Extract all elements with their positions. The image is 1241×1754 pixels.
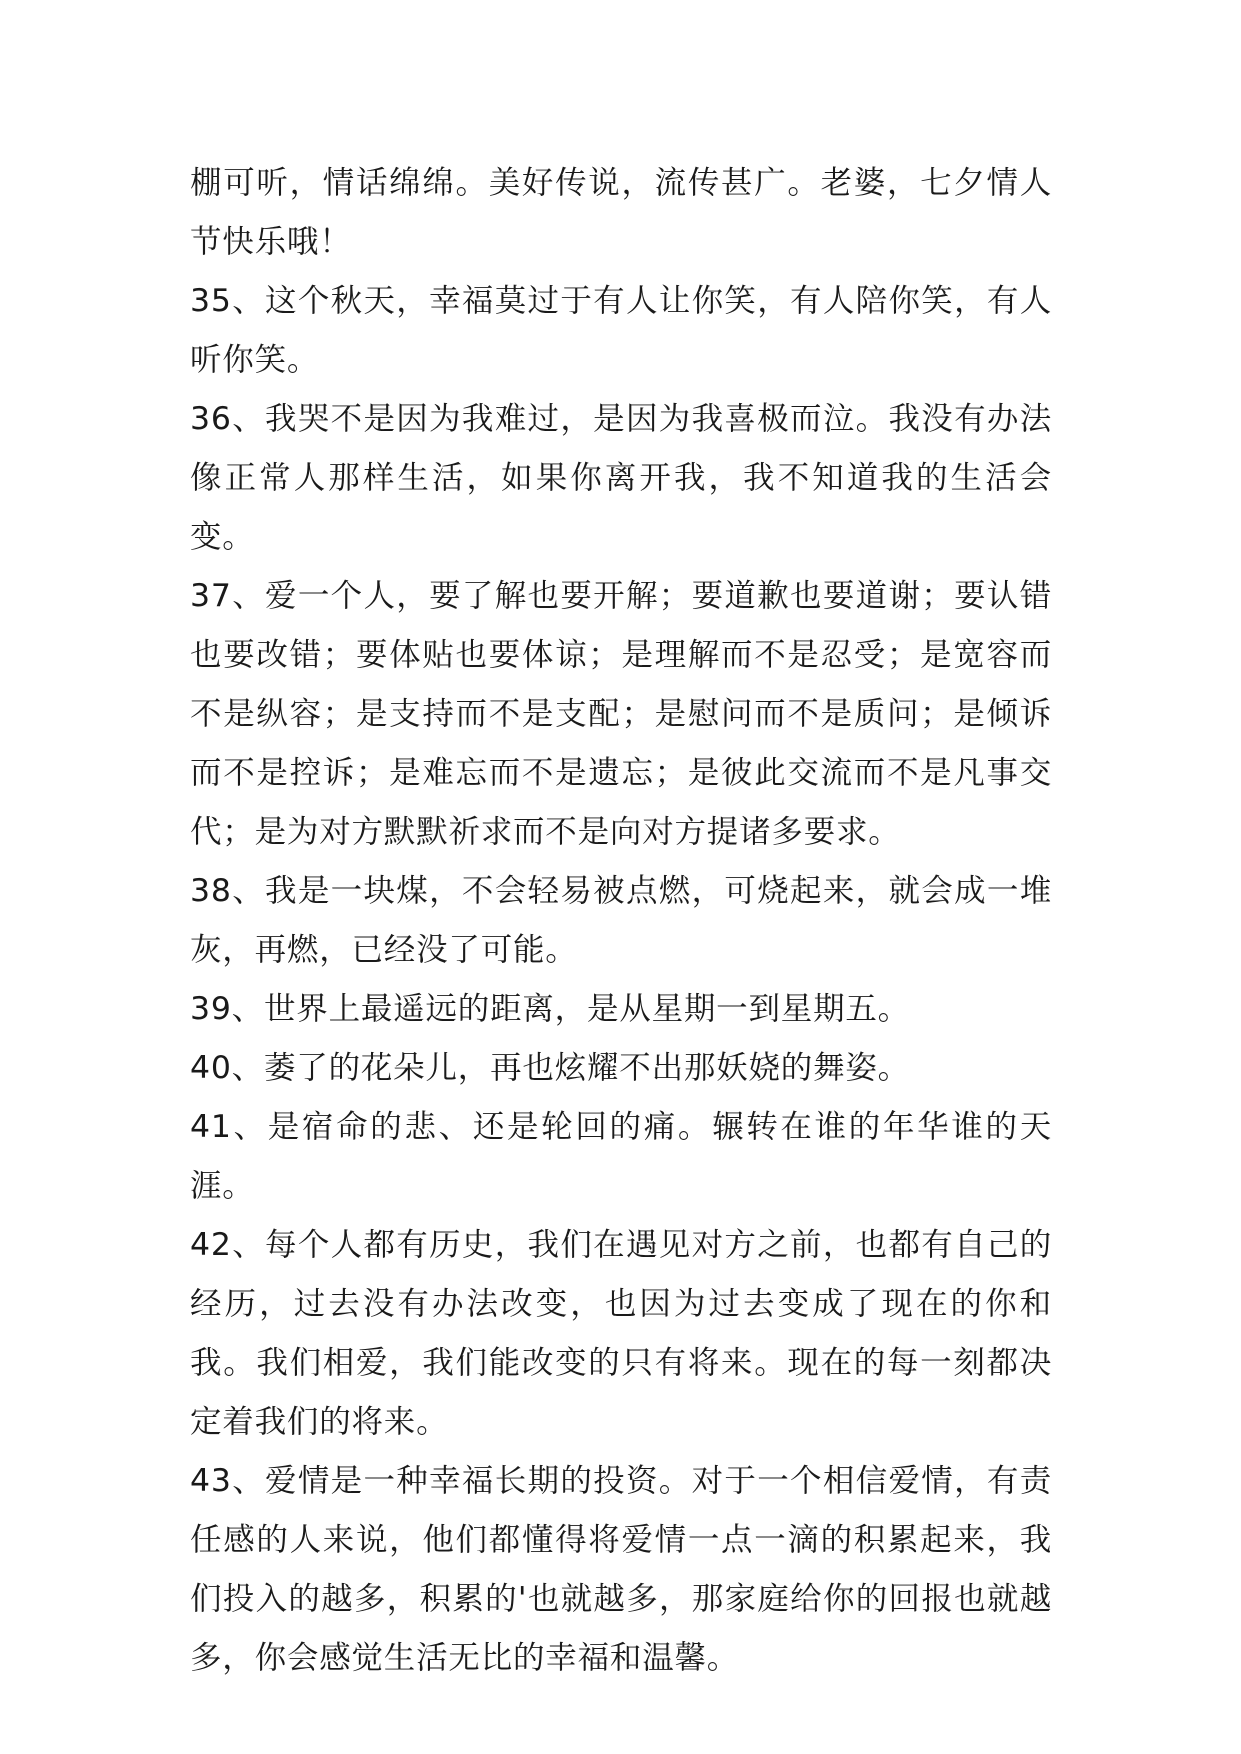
paragraph-36: 36、我哭不是因为我难过，是因为我喜极而泣。我没有办法像正常人那样生活，如果你离开我，我不知道我的生活会变。 [190,401,1052,555]
paragraph-39: 39、世界上最遥远的距离，是从星期一到星期五。 [190,991,910,1027]
document-body [190,154,1052,1688]
paragraph-35: 35、这个秋天，幸福莫过于有人让你笑，有人陪你笑，有人听你笑。 [190,283,1052,378]
paragraph-40: 40、萎了的花朵儿，再也炫耀不出那妖娆的舞姿。 [190,1050,910,1086]
paragraph-37: 37、爱一个人，要了解也要开解；要道歉也要道谢；要认错也要改错；要体贴也要体谅；是理解而不是忍受；是宽容而不是纵容；是支持而不是支配；是慰问而不是质问；是倾诉而不是控诉；是难忘而不是遗忘；是彼此交流而不是凡事交代；是为对方默默祈求而不是向对方提诸多要求。 [190,578,1052,850]
paragraph-41: 41、是宿命的悲、还是轮回的痛。辗转在谁的年华谁的天涯。 [190,1109,1052,1204]
paragraph-continuation: 棚可听，情话绵绵。美好传说，流传甚广。老婆，七夕情人节快乐哦！ [190,165,1052,260]
paragraph-42: 42、每个人都有历史，我们在遇见对方之前，也都有自己的经历，过去没有办法改变，也因为过去变成了现在的你和我。我们相爱，我们能改变的只有将来。现在的每一刻都决定着我们的将来。 [190,1227,1052,1440]
paragraph-38: 38、我是一块煤，不会轻易被点燃，可烧起来，就会成一堆灰，再燃，已经没了可能。 [190,873,1052,968]
paragraph-43: 43、爱情是一种幸福长期的投资。对于一个相信爱情，有责任感的人来说，他们都懂得将爱情一点一滴的积累起来，我们投入的越多，积累的'也就越多，那家庭给你的回报也就越多，你会感觉生活无比的幸福和温馨。 [190,1463,1052,1676]
